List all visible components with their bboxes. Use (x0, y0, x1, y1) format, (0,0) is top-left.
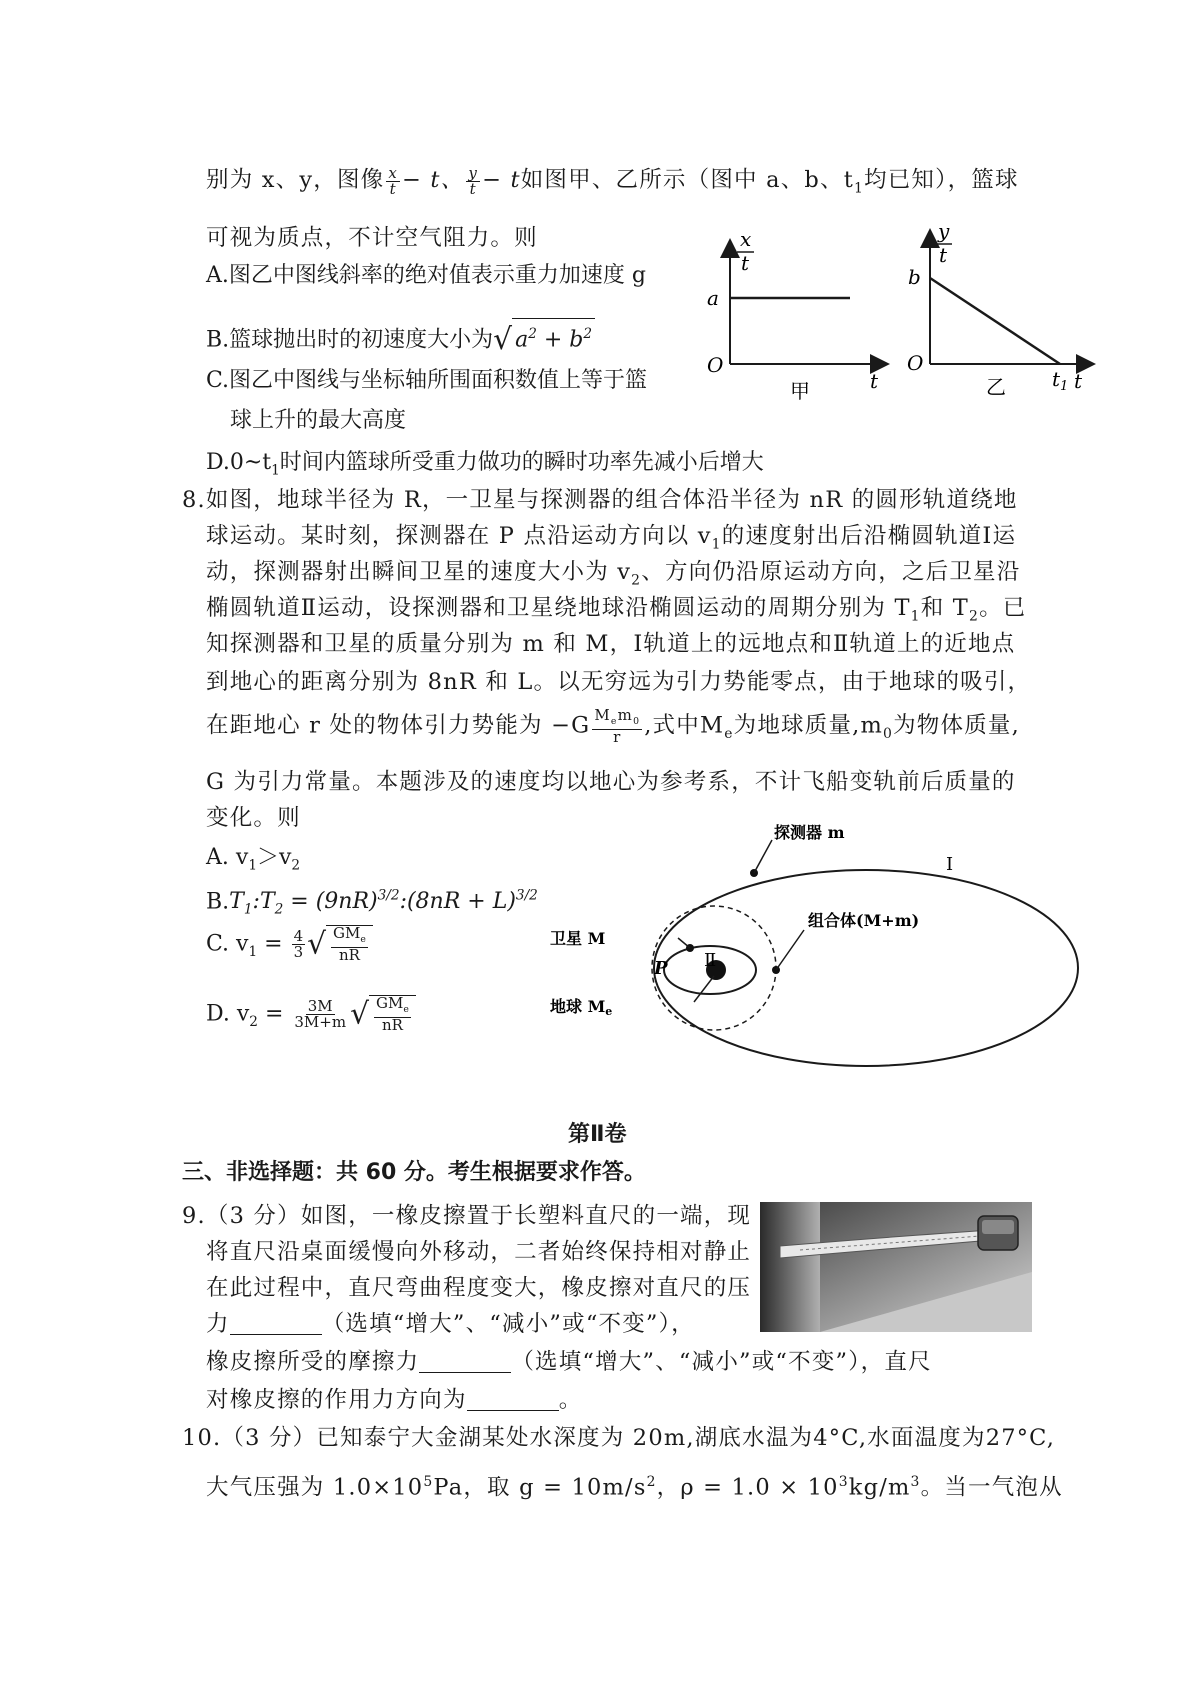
combo-label: 组合体(M+m) (808, 911, 920, 930)
q8-line-1: 8.如图，地球半径为 R，一卫星与探测器的组合体沿半径为 nR 的圆形轨道绕地 (182, 487, 1018, 513)
q8-line-2: 球运动。某时刻，探测器在 P 点沿运动方向以 $v_1$的速度射出后沿椭圆轨道Ⅰ运 (206, 523, 1017, 553)
graph-yi-ylabel-den: t (939, 243, 948, 267)
graph-jia (690, 227, 890, 410)
section-title: 第Ⅱ卷 (568, 1122, 627, 1147)
q9-blank-2[interactable] (419, 1348, 511, 1373)
q9-line-5: 橡皮擦所受的摩擦力 （选填“增大”、“减小”或“不变”），直尺 (206, 1349, 932, 1375)
q8-line-3: 动，探测器射出瞬间卫星的速度大小为 $v_2$、方向仍沿原运动方向，之后卫星沿 (206, 559, 1021, 589)
q7-line-1: 别为 x、y，图像 $\frac{x}{t}$ − t、 $\frac{y}{t}$ − t如图甲、乙所示（图中 a、b、$t_1$均已知），篮球 (206, 163, 1019, 198)
detector-label: 探测器 m (774, 823, 845, 842)
graph-yi (890, 219, 1090, 410)
q10-line-1: 10.（3 分）已知泰宁大金湖某处水深度为 20m,湖底水温为4°C,水面温度为27°C, (182, 1425, 1056, 1451)
q8-option-b: $B.T_1:T_2$ = $(9nR)^{3/2}:(8nR + L)^{3/2}$ (206, 888, 538, 918)
q9-line-4: 力 （选填“增大”、“减小”或“不变”）， (206, 1311, 695, 1337)
q8-line-9: 变化。则 (206, 805, 301, 831)
graph-yi-xlabel: t (1074, 369, 1083, 393)
q8-option-a: A. $v_1>v_2$ (206, 845, 301, 874)
graph-jia-xlabel: t (870, 369, 879, 393)
graph-jia-ylabel-num: x (740, 227, 752, 251)
q8-line-8: G 为引力常量。本题涉及的速度均以地心为参考系，不计飞船变轨前后质量的 (206, 769, 1016, 795)
q9-blank-3[interactable] (467, 1386, 559, 1411)
graph-jia-a-label: a (707, 286, 719, 310)
q8-option-d: D. $v_2$ = $\frac{3M}{3M+m}$ √ $\frac{GM_e}{nR}$ (206, 995, 416, 1037)
q9-line-2: 将直尺沿桌面缓慢向外移动，二者始终保持相对静止 (206, 1239, 752, 1265)
q8-line-5: 知探测器和卫星的质量分别为 m 和 M，Ⅰ轨道上的远地点和Ⅱ轨道上的近地点 (206, 631, 1016, 657)
graph-yi-b-label: b (908, 265, 921, 289)
q7-line-2: 可视为质点，不计空气阻力。则 (206, 225, 538, 251)
graph-yi-t1-label: $t_1$ (1052, 367, 1069, 394)
q10-line-2: 大气压强为 $1.0\times 10^5Pa$，取 $g = 10m/s^2$，$\rho = 1.0 \times 10^3kg/m^3$。当一气泡从 (206, 1474, 1063, 1501)
q7-option-a: A.图乙中图线斜率的绝对值表示重力加速度 g (206, 263, 646, 288)
point-p-label: P (654, 958, 668, 979)
q9-line-6: 对橡皮擦的作用力方向为 。 (206, 1387, 583, 1413)
q8-line-4: 椭圆轨道Ⅱ运动，设探测器和卫星绕地球沿椭圆运动的周期分别为 $T_1$和 $T_2$。已 (206, 595, 1027, 625)
graph-jia-ylabel-den: t (741, 251, 750, 275)
graph-yi-ylabel-num: y (938, 219, 950, 243)
q9-line-3: 在此过程中，直尺弯曲程度变大，橡皮擦对直尺的压 (206, 1275, 752, 1301)
q8-line-6: 到地心的距离分别为 8nR 和 L。以无穷远为引力势能零点，由于地球的吸引， (206, 669, 1032, 695)
orbit-diagram (550, 823, 1066, 1076)
graph-yi-line (930, 278, 1060, 364)
q8-line-7: 在距地心 r 处的物体引力势能为 −G $\frac{M_em_0}{r}$ ,式中$M_e$为地球质量$,m_0$为物体质量, (206, 706, 1020, 746)
q8-option-c: C. $v_1$ = $\frac{4}{3}$ √ $\frac{GM_e}{nR}$ (206, 925, 373, 967)
q7-option-c-line1: C.图乙中图线与坐标轴所围面积数值上等于篮 (206, 368, 648, 393)
q7-option-d: $D.0\sim t_1$时间内篮球所受重力做功的瞬时功率先减小后增大 (206, 450, 764, 479)
q9-line-1: 9.（3 分）如图，一橡皮擦置于长塑料直尺的一端，现 (182, 1203, 752, 1229)
earth-label: 地球 Me (550, 997, 613, 1018)
graph-yi-origin: O (907, 351, 924, 375)
ruler-eraser-photo (760, 1202, 1032, 1332)
q7-option-c-line2: 球上升的最大高度 (230, 408, 407, 433)
orbit-1-label: Ⅰ (946, 854, 954, 875)
graph-jia-origin: O (707, 353, 724, 377)
graph-jia-caption: 甲 (790, 379, 810, 403)
section-heading: 三、非选择题：共 60 分。考生根据要求作答。 (182, 1160, 646, 1185)
graph-yi-caption: 乙 (986, 375, 1006, 399)
q7-option-b: B.篮球抛出时的初速度大小为√ $a^2 + b^2$ (206, 318, 595, 355)
q9-blank-1[interactable] (230, 1310, 322, 1335)
satellite-label: 卫星 M (550, 929, 606, 948)
orbit-2-label: Ⅱ (704, 950, 717, 971)
